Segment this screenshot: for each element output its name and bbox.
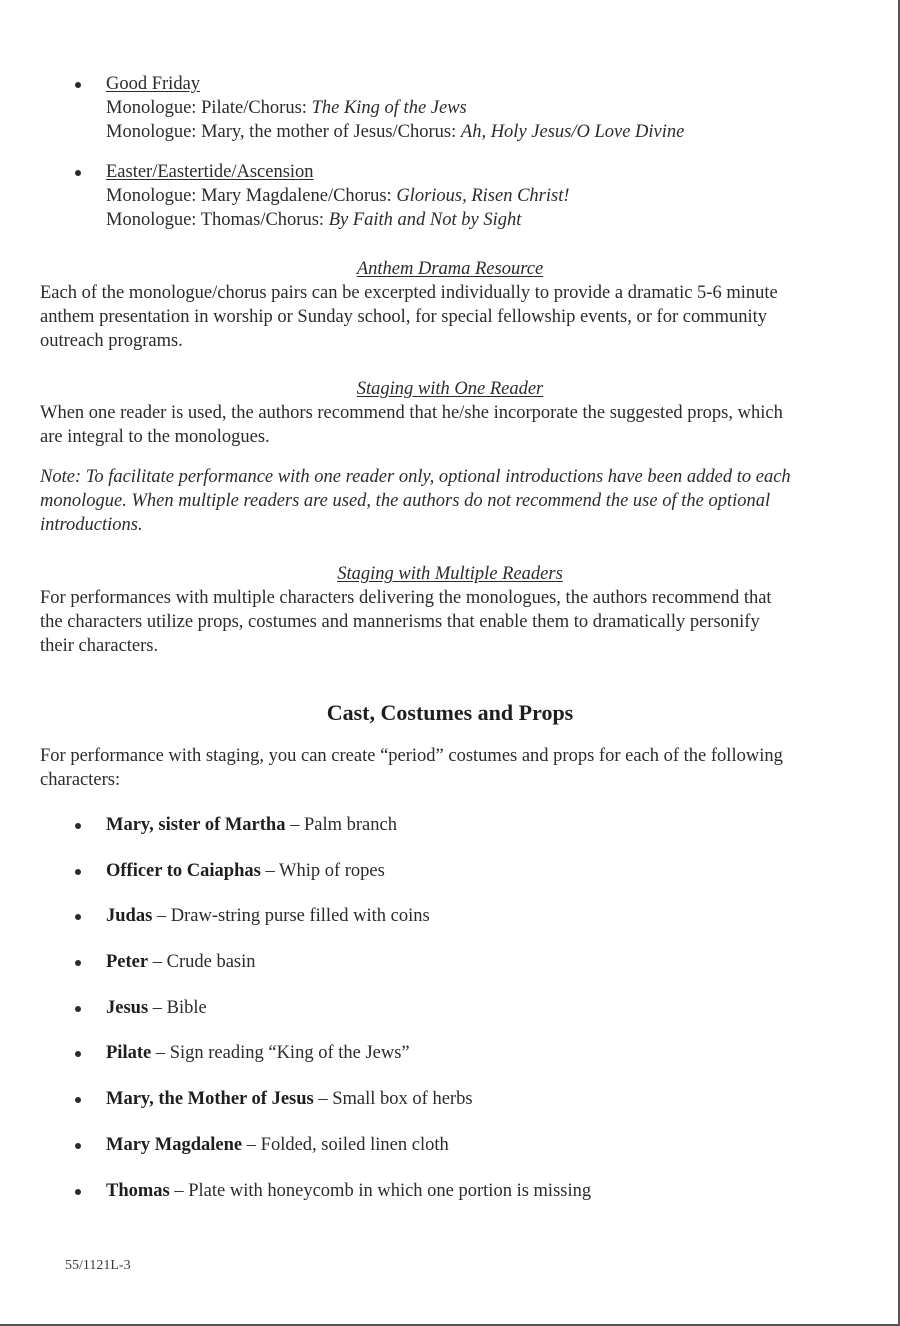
section-title-good-friday: Good Friday xyxy=(106,74,201,94)
cast-name: Thomas xyxy=(106,1181,170,1201)
anthem-drama-line: Each of the monologue/chorus pairs can be excerpted individually to provide a dramatic 5-6 minute xyxy=(40,283,778,303)
bullet-icon xyxy=(75,914,81,920)
bullet-icon xyxy=(75,82,81,88)
bullet-icon xyxy=(75,1097,81,1103)
cast-name: Mary, the Mother of Jesus xyxy=(106,1089,314,1109)
monologue-line xyxy=(106,96,467,120)
bullet-icon xyxy=(75,1006,81,1012)
cast-prop: – Folded, soiled linen cloth xyxy=(242,1135,449,1155)
staging-one-line: are integral to the monologues. xyxy=(40,427,270,447)
bullet-icon xyxy=(75,1051,81,1057)
chorus-title: By Faith and Not by Sight xyxy=(328,210,522,230)
monologue-line xyxy=(106,120,684,144)
cast-name: Officer to Caiaphas xyxy=(106,861,261,881)
staging-note-line: introductions. xyxy=(40,515,143,535)
anthem-drama-line: anthem presentation in worship or Sunday school, for special fellowship events, or for community xyxy=(40,307,768,327)
staging-multiple-heading: Staging with Multiple Readers xyxy=(337,564,563,584)
anthem-drama-line: outreach programs. xyxy=(40,331,183,351)
staging-note-line: Note: To facilitate performance with one reader only, optional introductions have been added to each xyxy=(40,467,791,487)
section-title-easter: Easter/Eastertide/Ascension xyxy=(106,162,314,182)
staging-multiple-line: their characters. xyxy=(40,636,159,656)
cast-prop: – Crude basin xyxy=(148,952,256,972)
cast-name: Mary Magdalene xyxy=(106,1135,243,1155)
monologue-prefix: Monologue: Pilate/Chorus: xyxy=(106,98,312,118)
cast-prop: – Draw-string purse filled with coins xyxy=(152,906,430,926)
monologue-prefix: Monologue: Thomas/Chorus: xyxy=(106,210,329,230)
cast-intro-line: characters: xyxy=(40,770,121,790)
cast-item xyxy=(106,1179,591,1203)
staging-one-line: When one reader is used, the authors recommend that he/she incorporate the suggested props, which xyxy=(40,403,783,423)
cast-prop: – Whip of ropes xyxy=(260,861,385,881)
cast-item xyxy=(106,1041,410,1065)
chorus-title: Glorious, Risen Christ! xyxy=(396,186,570,206)
staging-multiple-line: For performances with multiple characters delivering the monologues, the authors recommend that xyxy=(40,588,772,608)
chorus-title: Ah, Holy Jesus/O Love Divine xyxy=(460,122,685,142)
cast-item xyxy=(106,950,256,974)
anthem-drama-heading: Anthem Drama Resource xyxy=(356,259,544,279)
bullet-icon xyxy=(75,869,81,875)
bullet-icon xyxy=(75,823,81,829)
monologue-line xyxy=(106,208,521,232)
cast-name: Pilate xyxy=(106,1043,152,1063)
cast-item xyxy=(106,996,207,1020)
bullet-icon xyxy=(75,1189,81,1195)
cast-prop: – Sign reading “King of the Jews” xyxy=(151,1043,410,1063)
staging-one-heading: Staging with One Reader xyxy=(356,379,544,399)
page-footer-code: 55/1121L-3 xyxy=(65,1258,131,1273)
cast-name: Judas xyxy=(106,906,153,926)
monologue-line xyxy=(106,184,570,208)
monologue-prefix: Monologue: Mary Magdalene/Chorus: xyxy=(106,186,397,206)
bullet-icon xyxy=(75,960,81,966)
cast-item xyxy=(106,813,397,837)
cast-item xyxy=(106,1087,473,1111)
cast-item xyxy=(106,1133,449,1157)
cast-name: Peter xyxy=(106,952,149,972)
cast-name: Jesus xyxy=(106,998,149,1018)
cast-prop: – Small box of herbs xyxy=(313,1089,473,1109)
cast-prop: – Plate with honeycomb in which one portion is missing xyxy=(169,1181,592,1201)
cast-item xyxy=(106,904,430,928)
monologue-prefix: Monologue: Mary, the mother of Jesus/Chorus: xyxy=(106,122,461,142)
bullet-icon xyxy=(75,1143,81,1149)
cast-intro-line: For performance with staging, you can create “period” costumes and props for each of the following xyxy=(40,746,783,766)
cast-item xyxy=(106,859,385,883)
cast-prop: – Bible xyxy=(148,998,207,1018)
chorus-title: The King of the Jews xyxy=(311,98,467,118)
cast-name: Mary, sister of Martha xyxy=(106,815,286,835)
cast-heading: Cast, Costumes and Props xyxy=(326,700,574,725)
staging-note-line: monologue. When multiple readers are used, the authors do not recommend the use of the optional xyxy=(40,491,771,511)
cast-prop: – Palm branch xyxy=(285,815,397,835)
staging-multiple-line: the characters utilize props, costumes and mannerisms that enable them to dramatically personify xyxy=(40,612,760,632)
bullet-icon xyxy=(75,170,81,176)
